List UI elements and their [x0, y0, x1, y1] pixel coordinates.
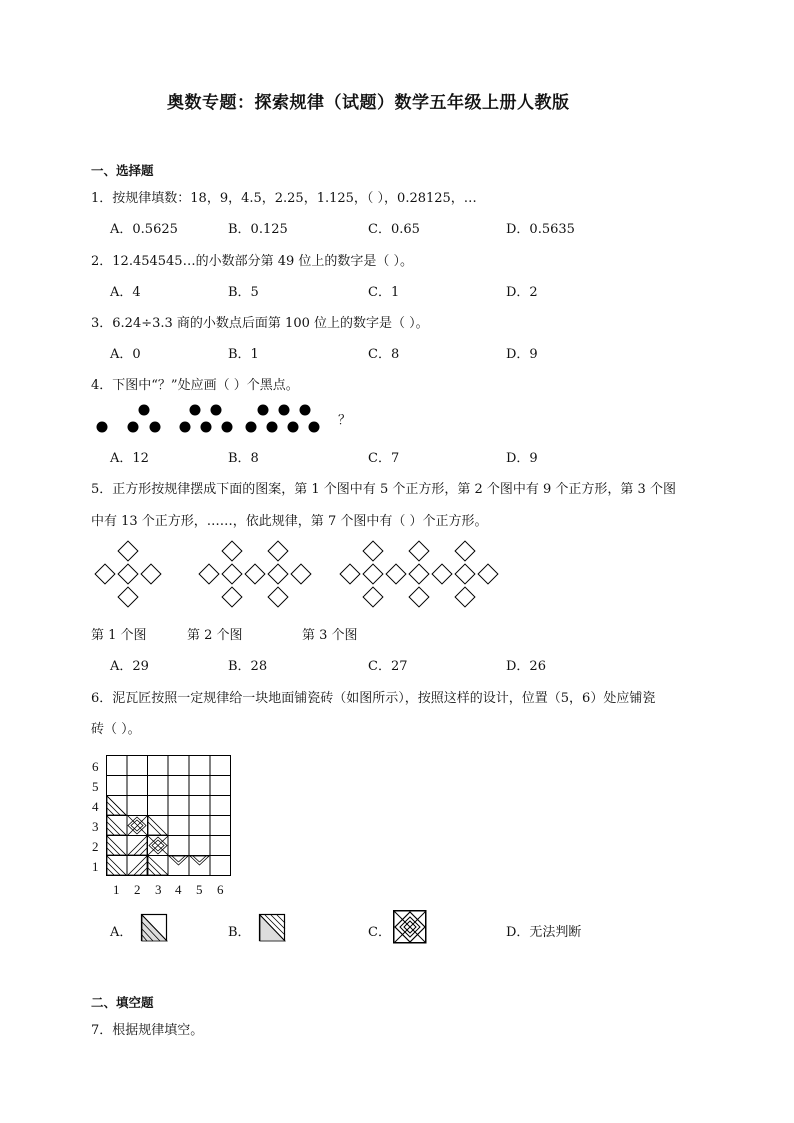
- x-label-5: 5: [196, 882, 203, 897]
- question-6-option-b[interactable]: B．: [228, 925, 251, 940]
- question-3-text: 3．6.24÷3.3 商的小数点后面第 100 位上的数字是（ ）。: [91, 316, 429, 331]
- question-2-option-d[interactable]: D．2: [506, 285, 538, 300]
- question-3-option-a[interactable]: A．0: [110, 347, 141, 362]
- question-mark-symbol: ？: [338, 413, 352, 428]
- tile-option-a-icon[interactable]: [141, 914, 167, 942]
- page-title: 奥数专题：探索规律（试题）数学五年级上册人教版: [167, 93, 570, 113]
- question-4-option-d[interactable]: D．9: [506, 451, 538, 466]
- y-label-6: 6: [92, 759, 99, 774]
- question-5-option-d[interactable]: D．26: [506, 659, 546, 674]
- question-3-option-b[interactable]: B．1: [228, 347, 259, 362]
- question-6-text-line1: 6．泥瓦匠按照一定规律给一块地面铺瓷砖（如图所示），按照这样的设计，位置（5，6）处应铺瓷: [91, 691, 656, 706]
- dot: [222, 422, 233, 433]
- dot: [267, 422, 278, 433]
- question-3-option-d[interactable]: D．9: [506, 347, 538, 362]
- dot: [211, 405, 222, 416]
- figure-label-1: 第 1 个图: [91, 628, 147, 643]
- x-label-4: 4: [175, 882, 182, 897]
- y-label-4: 4: [92, 799, 99, 814]
- x-label-3: 3: [155, 882, 162, 897]
- question-2-option-b[interactable]: B．5: [228, 285, 259, 300]
- dot-pattern-figure: [90, 400, 330, 436]
- dot: [258, 405, 269, 416]
- dot: [279, 405, 290, 416]
- question-1-option-d[interactable]: D．0.5635: [506, 222, 575, 237]
- question-2-option-a[interactable]: A．4: [110, 285, 141, 300]
- figure-label-2: 第 2 个图: [187, 628, 243, 643]
- y-label-1: 1: [92, 859, 99, 874]
- dot: [190, 405, 201, 416]
- question-5-option-b[interactable]: B．28: [228, 659, 268, 674]
- question-4-option-b[interactable]: B．8: [228, 451, 259, 466]
- question-4-option-a[interactable]: A．12: [110, 451, 149, 466]
- section-heading-choice: 一、选择题: [91, 163, 154, 178]
- question-1-option-b[interactable]: B．0.125: [228, 222, 288, 237]
- x-label-1: 1: [113, 882, 120, 897]
- question-6-option-d[interactable]: D．无法判断: [506, 925, 582, 940]
- dot: [309, 422, 320, 433]
- tile-option-c-icon[interactable]: [393, 910, 427, 944]
- question-1-text: 1．按规律填数：18，9，4.5，2.25，1.125，（ ），0.28125，…: [91, 191, 477, 206]
- x-label-2: 2: [134, 882, 141, 897]
- dot: [288, 422, 299, 433]
- question-1-option-a[interactable]: A．0.5625: [110, 222, 178, 237]
- question-5-option-a[interactable]: A．29: [110, 659, 149, 674]
- question-3-option-c[interactable]: C．8: [368, 347, 400, 362]
- dot: [246, 422, 257, 433]
- tile-grid-figure: [106, 755, 232, 877]
- question-2-text: 2．12.454545…的小数部分第 49 位上的数字是（ ）。: [91, 254, 414, 269]
- question-2-option-c[interactable]: C．1: [368, 285, 400, 300]
- question-6-text-line2: 砖（ ）。: [91, 722, 141, 737]
- question-5-text-line2: 中有 13 个正方形，……，依此规律，第 7 个图中有（ ）个正方形。: [91, 514, 488, 529]
- tile-option-b-icon[interactable]: [259, 914, 285, 942]
- y-label-5: 5: [92, 779, 99, 794]
- question-7-text: 7．根据规律填空。: [91, 1023, 204, 1038]
- dot: [150, 422, 161, 433]
- question-4-option-c[interactable]: C．7: [368, 451, 400, 466]
- section-heading-fill: 二、填空题: [91, 995, 154, 1010]
- question-1-option-c[interactable]: C．0.65: [368, 222, 420, 237]
- y-label-2: 2: [92, 839, 99, 854]
- x-label-6: 6: [217, 882, 224, 897]
- question-6-option-a[interactable]: A．: [110, 925, 133, 940]
- dot: [128, 422, 139, 433]
- question-5-text-line1: 5．正方形按规律摆成下面的图案，第 1 个图中有 5 个正方形，第 2 个图中有 9 个正方形，第 3 个图: [91, 482, 676, 497]
- y-label-3: 3: [92, 819, 99, 834]
- dot: [300, 405, 311, 416]
- question-5-option-c[interactable]: C．27: [368, 659, 408, 674]
- square-pattern-figure: [90, 538, 500, 614]
- dot: [139, 405, 150, 416]
- question-6-option-c[interactable]: C．: [368, 925, 391, 940]
- question-4-text: 4．下图中“？”处应画（ ）个黑点。: [91, 378, 299, 393]
- dot: [180, 422, 191, 433]
- dot: [201, 422, 212, 433]
- figure-label-3: 第 3 个图: [302, 628, 358, 643]
- dot: [97, 422, 108, 433]
